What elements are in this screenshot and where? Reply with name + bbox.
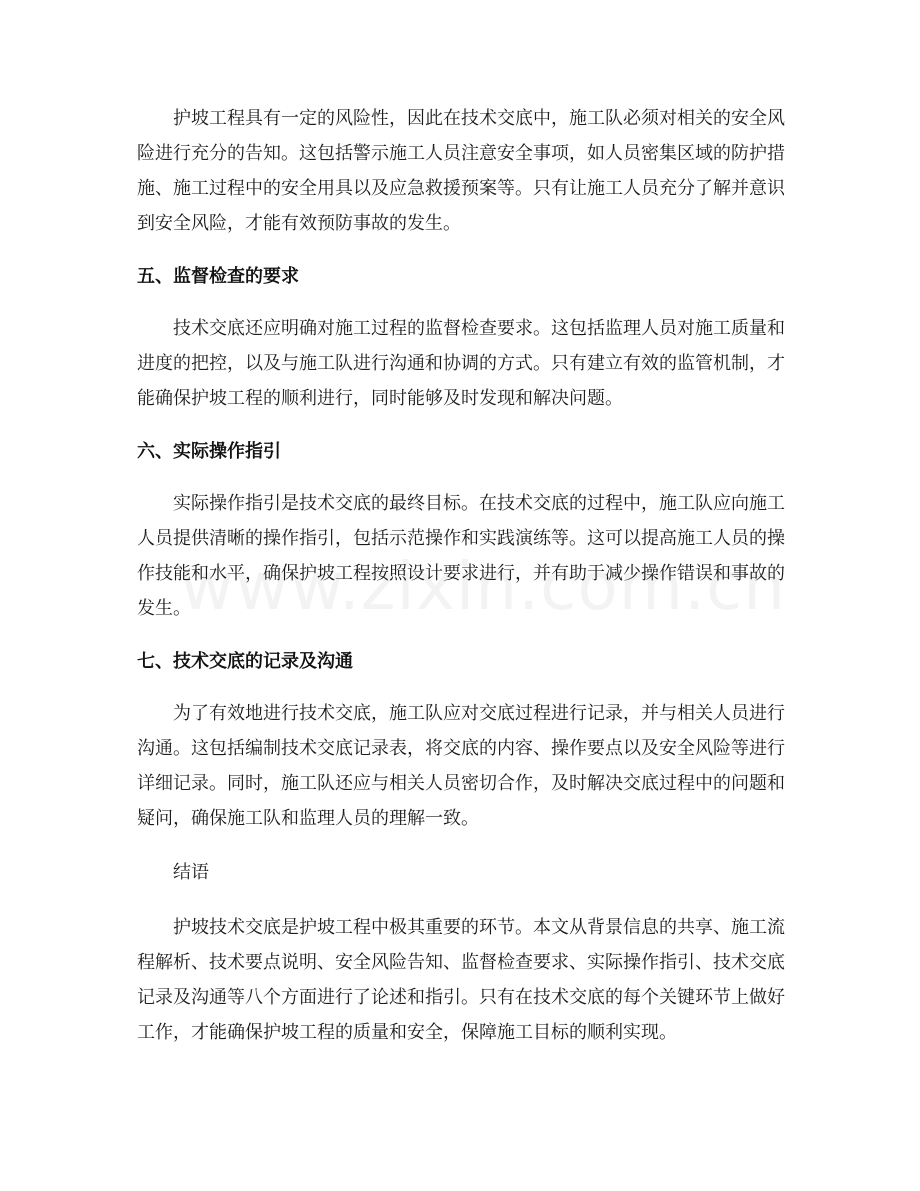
conclusion-title: 结语	[173, 862, 209, 883]
paragraph-supervision: 技术交底还应明确对施工过程的监督检查要求。这包括监理人员对施工质量和进度的把控，以及与施工队进行沟通和协调的方式。只有建立有效的监管机制，才能确保护坡工程的顺利进行，同时能够及时发现和解决问题。	[137, 318, 785, 409]
paragraph-safety-risk: 护坡工程具有一定的风险性，因此在技术交底中，施工队必须对相关的安全风险进行充分的告知。这包括警示施工人员注意安全事项，如人员密集区域的防护措施、施工过程中的安全用具以及应急救援预案等。只有让施工人员充分了解并意识到安全风险，才能有效预防事故的发生。	[137, 108, 785, 234]
paragraph-operation-guide: 实际操作指引是技术交底的最终目标。在技术交底的过程中，施工队应向施工人员提供清晰的操作指引，包括示范操作和实践演练等。这可以提高施工人员的操作技能和水平，确保护坡工程按照设计要求进行，并有助于减少操作错误和事故的发生。	[137, 493, 785, 619]
document-body	[137, 101, 785, 1072]
section-heading-5: 五、监督检查的要求	[137, 266, 299, 287]
paragraph-conclusion: 护坡技术交底是护坡工程中极其重要的环节。本文从背景信息的共享、施工流程解析、技术要点说明、安全风险告知、监督检查要求、实际操作指引、技术交底记录及沟通等八个方面进行了论述和指引。只有在技术交底的每个关键环节上做好工作，才能确保护坡工程的质量和安全，保障施工目标的顺利实现。	[137, 917, 785, 1043]
paragraph-records: 为了有效地进行技术交底，施工队应对交底过程进行记录，并与相关人员进行沟通。这包括编制技术交底记录表，将交底的内容、操作要点以及安全风险等进行详细记录。同时，施工队还应与相关人员密切合作，及时解决交底过程中的问题和疑问，确保施工队和监理人员的理解一致。	[137, 703, 785, 829]
section-heading-7: 七、技术交底的记录及沟通	[137, 651, 353, 672]
section-heading-6: 六、实际操作指引	[137, 441, 281, 462]
